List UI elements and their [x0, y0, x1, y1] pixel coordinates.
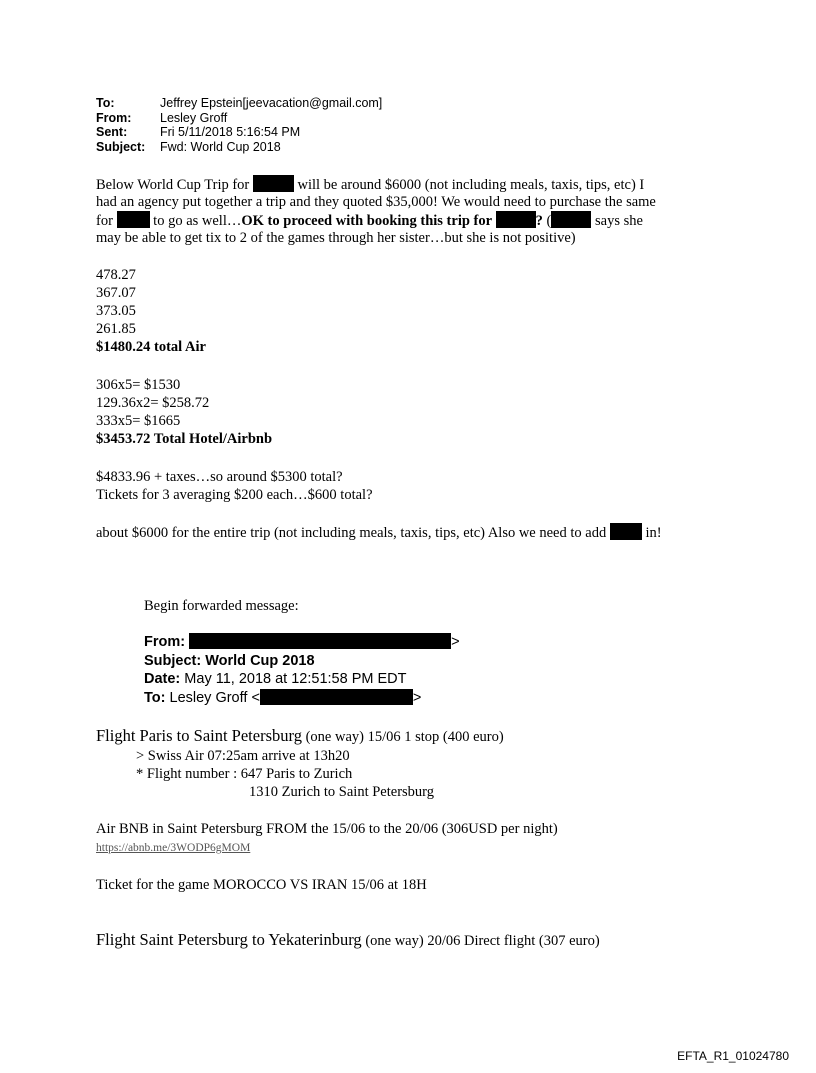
summary-text: in! — [645, 525, 662, 541]
intro-text: Below World Cup Trip for — [96, 177, 250, 193]
fwd-from-row — [144, 633, 460, 652]
forwarded-intro-text: Begin forwarded message: — [144, 598, 299, 614]
summary-line-1: $4833.96 + taxes…so around $5300 total? — [96, 469, 343, 485]
to-label: To: — [96, 96, 115, 110]
air-costs — [96, 266, 736, 356]
hotel-total: $3453.72 Total Hotel/Airbnb — [96, 431, 273, 447]
hotel-line: 306x5= $1530 — [96, 377, 181, 393]
redaction-bar — [610, 523, 642, 540]
hotel-line: 129.36x2= $258.72 — [96, 395, 210, 411]
air-value: 261.85 — [96, 321, 136, 337]
redaction-bar — [189, 633, 451, 649]
hotel-costs — [96, 376, 736, 448]
redaction-bar — [253, 175, 294, 192]
intro-paragraph — [96, 175, 736, 247]
header-from-row — [96, 111, 382, 126]
header-subject-row — [96, 140, 382, 155]
flight-1-title — [96, 727, 736, 747]
intro-line-2 — [96, 193, 736, 211]
airbnb-link-row — [96, 838, 736, 856]
to-value: Jeffrey Epstein[jeevacation@gmail.com] — [160, 96, 383, 110]
flight-1-route: Flight Paris to Saint Petersburg — [96, 726, 302, 745]
fwd-subject: Subject: World Cup 2018 — [144, 652, 315, 669]
fwd-date-label: Date: — [144, 671, 181, 687]
summary — [96, 468, 736, 504]
intro-line-1 — [96, 175, 736, 193]
subject-label: Subject: — [96, 139, 146, 154]
airbnb-block — [96, 820, 736, 856]
air-value: 478.27 — [96, 267, 136, 283]
sent-value: Fri 5/11/2018 5:16:54 PM — [160, 125, 301, 140]
flight-1-connection: 1310 Zurich to Saint Petersburg — [249, 784, 434, 800]
fwd-to-row — [144, 689, 460, 708]
fwd-from-label: From: — [144, 634, 186, 650]
air-total: $1480.24 total Air — [96, 339, 206, 355]
fwd-to-label: To: — [144, 689, 166, 706]
flight-2-title — [96, 931, 736, 951]
flight-1-details: (one way) 15/06 1 stop (400 euro) — [305, 729, 504, 745]
air-value: 367.07 — [96, 285, 136, 301]
intro-text: had an agency put together a trip and they quoted $35,000! We would need to purchase the same — [96, 194, 656, 210]
intro-text: says she — [595, 213, 643, 229]
air-value: 373.05 — [96, 303, 136, 319]
subject-value: Fwd: World Cup 2018 — [160, 139, 281, 154]
intro-text: to go as well… — [153, 213, 242, 229]
intro-bold-question: OK to proceed with booking this trip for — [241, 213, 493, 229]
intro-text: for — [96, 213, 113, 229]
header-to-row — [96, 96, 382, 111]
fwd-from-suffix: > — [451, 634, 460, 650]
airbnb-link[interactable]: https://abnb.me/3WODP6gMOM — [96, 842, 251, 854]
intro-line-4 — [96, 229, 736, 247]
intro-question-mark: ? — [535, 213, 543, 229]
hotel-line: 333x5= $1665 — [96, 413, 181, 429]
fwd-date-row — [144, 670, 460, 689]
summary-total-line — [96, 523, 796, 541]
redaction-bar — [117, 211, 150, 228]
airbnb-text: Air BNB in Saint Petersburg FROM the 15/06 to the 20/06 (306USD per night) — [96, 821, 558, 837]
summary-line-2: Tickets for 3 averaging $200 each…$600 total? — [96, 487, 373, 503]
fwd-date-value: May 11, 2018 at 12:51:58 PM EDT — [184, 671, 407, 687]
redaction-bar — [496, 211, 536, 228]
summary-line-3 — [96, 523, 796, 541]
intro-text: may be able to get tix to 2 of the games through her sister…but she is not positive) — [96, 230, 576, 246]
ticket-line — [96, 876, 736, 894]
from-value: Lesley Groff — [160, 110, 228, 125]
redaction-bar — [551, 211, 591, 228]
sent-label: Sent: — [96, 125, 128, 140]
intro-text: will be around $6000 (not including meals, taxis, tips, etc) I — [297, 177, 645, 193]
document-id: EFTA_R1_01024780 — [677, 1049, 789, 1063]
header-sent-row — [96, 125, 382, 140]
flight-1-airline: > Swiss Air 07:25am arrive at 13h20 — [136, 748, 350, 764]
from-label: From: — [96, 110, 132, 125]
flight-1-number: * Flight number : 647 Paris to Zurich — [136, 766, 353, 782]
flight-2-details: (one way) 20/06 Direct flight (307 euro) — [365, 933, 600, 949]
summary-text: about $6000 for the entire trip (not including meals, taxis, tips, etc) Also we need to add — [96, 525, 607, 541]
fwd-to-suffix: > — [412, 689, 422, 706]
flight-2-route: Flight Saint Petersburg to Yekaterinburg — [96, 930, 362, 949]
redaction-bar — [260, 689, 413, 705]
ticket-text: Ticket for the game MOROCCO VS IRAN 15/06 at 18H — [96, 877, 427, 893]
flight-1 — [96, 727, 736, 801]
forwarded-header — [144, 633, 460, 707]
flight-2 — [96, 931, 736, 951]
forwarded-intro — [144, 597, 784, 615]
fwd-to-value: Lesley Groff < — [169, 689, 260, 706]
intro-line-3 — [96, 211, 736, 229]
intro-text: ( — [546, 213, 552, 229]
email-header — [96, 96, 382, 154]
